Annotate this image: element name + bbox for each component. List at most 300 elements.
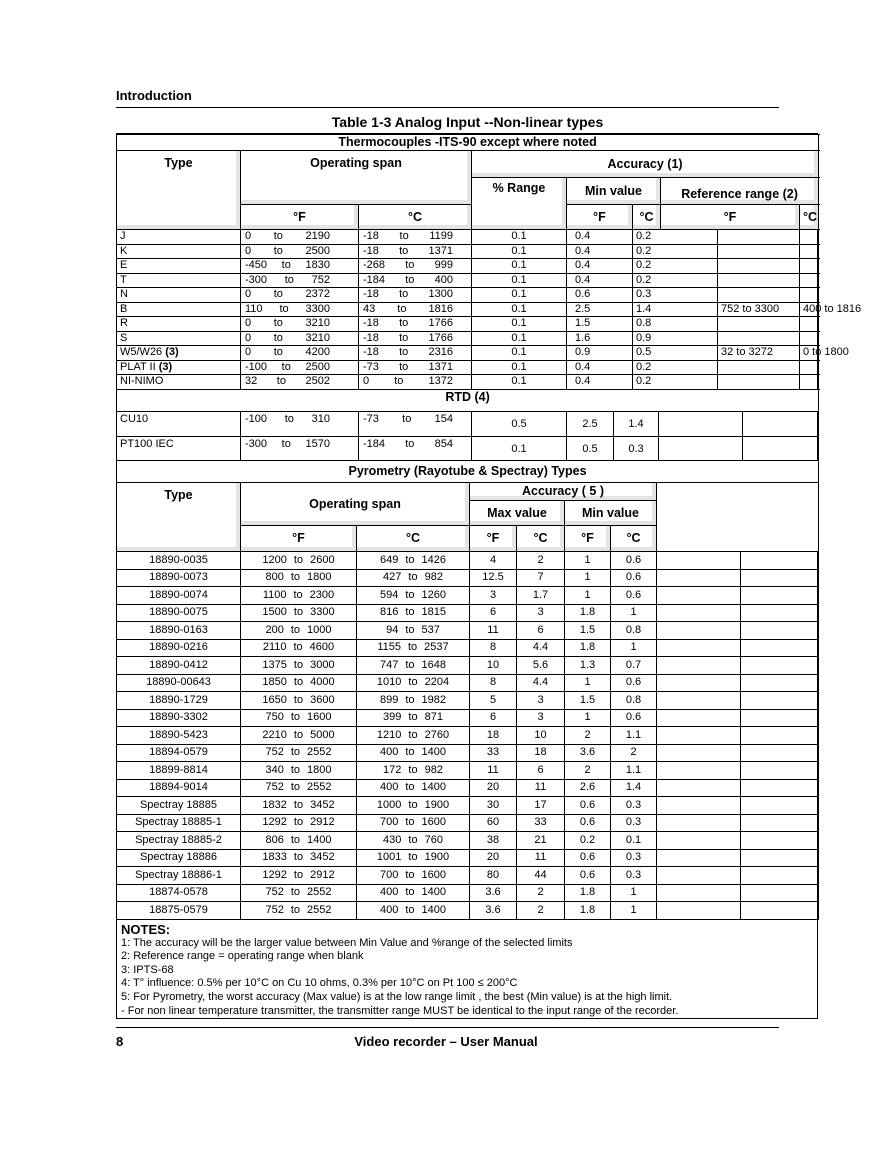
pyrometry-row <box>117 727 819 745</box>
span-c-cell-range <box>363 375 453 388</box>
min-c-cell: 0.2 <box>633 259 718 274</box>
range-to: to <box>408 571 418 584</box>
span-c-cell <box>359 331 472 346</box>
type-cell: 18890-0035 <box>117 552 241 570</box>
span-f-cell-range <box>245 413 330 426</box>
range-high: 1800 <box>307 571 332 584</box>
thermocouple-row <box>117 331 819 346</box>
min-f-cell: 0.9 <box>567 346 633 361</box>
type-note: (3) <box>165 346 179 359</box>
min-c-cell: 1.4 <box>614 412 659 437</box>
min-c-cell: 0.3 <box>611 814 657 832</box>
min-f-cell: 1 <box>565 709 611 727</box>
min-c-cell: 0.2 <box>633 360 718 375</box>
span-f-cell-range <box>245 303 330 316</box>
col-min-c-header: °C <box>633 205 661 230</box>
type-note: (3) <box>158 360 173 373</box>
span-c-cell <box>357 779 470 797</box>
min-c-cell: 0.8 <box>633 317 718 332</box>
blank-cell <box>657 902 741 920</box>
range-low: 430 <box>383 833 402 846</box>
max-f-cell: 11 <box>470 762 517 780</box>
span-f-cell <box>241 552 357 570</box>
range-to: to <box>273 288 283 301</box>
range-to: to <box>284 413 294 425</box>
range-to: to <box>293 588 303 601</box>
max-c-cell: 33 <box>517 814 565 832</box>
range-to: to <box>405 623 415 636</box>
span-f-cell <box>241 779 357 797</box>
min-c-cell: 0.2 <box>633 230 718 245</box>
min-f-cell: 0.6 <box>565 849 611 867</box>
range-low: 399 <box>383 711 402 724</box>
type-cell <box>117 302 241 317</box>
rtd-row <box>117 412 819 437</box>
blank-cell <box>657 832 741 850</box>
range-to: to <box>405 658 415 671</box>
max-f-cell: 5 <box>470 692 517 710</box>
pyrometry-row <box>117 639 819 657</box>
type-name: J <box>120 230 126 243</box>
range-to: to <box>408 676 418 689</box>
range-high: 2500 <box>305 244 330 257</box>
range-cell: 0.1 <box>472 317 567 332</box>
range-high: 2552 <box>307 781 332 794</box>
span-f-cell <box>241 902 357 920</box>
span-f-cell-range <box>245 245 330 258</box>
span-f-cell-range <box>245 346 330 359</box>
blank-cell <box>741 604 819 622</box>
col-span-header: Operating span <box>241 151 472 205</box>
range-to: to <box>293 868 304 881</box>
range-high: 1600 <box>307 711 332 724</box>
pyrometry-row <box>117 797 819 815</box>
range-low: 1650 <box>262 693 287 706</box>
ref-c-cell <box>800 288 819 303</box>
range-high: 2190 <box>305 230 330 243</box>
col-min-header: Min value <box>567 178 661 205</box>
blank-cell <box>657 569 741 587</box>
span-f-cell <box>241 884 357 902</box>
range-to: to <box>399 244 409 257</box>
range-low: -184 <box>363 273 386 286</box>
min-c-cell: 0.6 <box>611 569 657 587</box>
range-high: 2552 <box>307 746 332 759</box>
span-c-cell <box>357 762 470 780</box>
max-c-cell: 4.4 <box>517 639 565 657</box>
range-high: 2500 <box>305 360 330 373</box>
thermocouple-row <box>117 346 819 361</box>
range-high: 2372 <box>305 288 330 301</box>
span-c-cell-range <box>363 230 453 243</box>
pyro-col-span-header: Operating span <box>241 483 470 526</box>
span-f-cell-range <box>245 288 330 301</box>
pyrometry-row <box>117 692 819 710</box>
range-high: 982 <box>424 571 443 584</box>
range-low: 400 <box>379 903 399 916</box>
min-f-cell: 1 <box>565 569 611 587</box>
min-c-cell: 0.3 <box>614 437 659 462</box>
pyrometry-row <box>117 779 819 797</box>
rtd-table <box>116 389 819 462</box>
range-low: 43 <box>363 302 376 315</box>
range-low: 1292 <box>262 816 287 829</box>
range-low: 700 <box>379 868 399 881</box>
range-high: 2760 <box>424 728 450 741</box>
range-to: to <box>405 693 415 706</box>
span-f-cell <box>241 797 357 815</box>
notes-title: NOTES: <box>121 922 171 937</box>
footer-rule <box>116 1027 779 1028</box>
type-cell: 18890-00643 <box>117 674 241 692</box>
blank-cell <box>657 587 741 605</box>
range-low: -18 <box>363 346 379 359</box>
pyrometry-row <box>117 622 819 640</box>
blank-cell <box>741 762 819 780</box>
range-low: -100 <box>245 360 268 373</box>
range-to: to <box>405 886 415 899</box>
blank-cell <box>657 657 741 675</box>
ref-f-cell <box>718 317 800 332</box>
range-to: to <box>290 711 301 724</box>
max-c-cell: 4.4 <box>517 674 565 692</box>
rtd-band-title: RTD (4) <box>117 390 819 412</box>
min-c-cell: 1 <box>611 884 657 902</box>
blank-cell <box>741 587 819 605</box>
range-to: to <box>276 375 286 388</box>
span-c-cell-range <box>363 259 453 272</box>
thermocouple-row <box>117 259 819 274</box>
range-to: to <box>394 375 404 388</box>
min-f-cell: 1.5 <box>565 692 611 710</box>
min-f-cell: 2 <box>565 727 611 745</box>
type-cell <box>117 244 241 259</box>
range-cell: 0.1 <box>472 288 567 303</box>
type-cell: 18874-0578 <box>117 884 241 902</box>
blank-cell <box>741 727 819 745</box>
range-to: to <box>273 331 283 344</box>
min-c-cell: 0.6 <box>611 674 657 692</box>
range-to: to <box>405 606 415 619</box>
range-low: 1000 <box>376 798 402 811</box>
range-high: 1900 <box>424 851 450 864</box>
range-high: 3300 <box>310 606 335 619</box>
min-f-cell: 1.8 <box>565 884 611 902</box>
range-high: 1570 <box>305 438 330 450</box>
ref-c-cell <box>800 375 819 390</box>
range-high: 537 <box>421 623 440 636</box>
span-c-cell <box>357 814 470 832</box>
col-accuracy-header: Accuracy (1) <box>472 151 819 178</box>
header-rule <box>116 107 779 108</box>
span-f-cell <box>241 230 359 245</box>
pyro-col-blank-header <box>657 483 819 552</box>
range-high: 1400 <box>421 903 447 916</box>
span-f-cell <box>241 744 357 762</box>
min-c-cell: 0.2 <box>633 244 718 259</box>
range-to: to <box>273 230 283 243</box>
max-c-cell: 21 <box>517 832 565 850</box>
type-cell: Spectray 18885-2 <box>117 832 241 850</box>
min-c-cell: 0.6 <box>611 709 657 727</box>
min-f-cell: 2.5 <box>567 302 633 317</box>
range-to: to <box>399 346 409 359</box>
span-c-cell <box>359 346 472 361</box>
max-c-cell: 6 <box>517 762 565 780</box>
col-ref-header: Reference range (2) <box>661 178 819 205</box>
type-cell: 18875-0579 <box>117 902 241 920</box>
range-low: 1832 <box>262 798 287 811</box>
range-low: 32 <box>245 375 258 388</box>
range-high: 1648 <box>421 658 447 671</box>
range-cell: 0.1 <box>472 437 567 462</box>
blank-cell <box>657 762 741 780</box>
min-c-cell: 1.4 <box>633 302 718 317</box>
min-c-cell: 0.2 <box>633 273 718 288</box>
range-low: 340 <box>265 763 284 776</box>
range-low: 752 <box>265 903 284 916</box>
range-low: 747 <box>379 658 399 671</box>
ref-f-cell <box>718 273 800 288</box>
range-to: to <box>293 693 304 706</box>
range-to: to <box>408 833 418 846</box>
blank-cell <box>657 744 741 762</box>
range-high: 1816 <box>428 302 453 315</box>
range-to: to <box>293 816 304 829</box>
min-c-cell: 0.3 <box>611 849 657 867</box>
min-c-cell: 1.4 <box>611 779 657 797</box>
range-high: 2502 <box>305 375 330 388</box>
pyro-col-max-f-header: °F <box>470 526 517 552</box>
range-high: 3600 <box>310 693 335 706</box>
type-name: NI-NIMO <box>120 375 164 388</box>
range-to: to <box>293 641 303 654</box>
pyrometry-row <box>117 604 819 622</box>
range-low: 816 <box>379 606 399 619</box>
range-low: -18 <box>363 331 379 344</box>
blank-cell <box>657 692 741 710</box>
pyro-col-min-header: Min value <box>565 501 657 526</box>
max-c-cell: 18 <box>517 744 565 762</box>
range-to: to <box>290 623 301 636</box>
min-f-cell: 1.8 <box>565 902 611 920</box>
span-c-cell <box>359 302 472 317</box>
min-c-cell: 0.3 <box>611 797 657 815</box>
span-f-cell <box>241 587 357 605</box>
range-cell: 0.1 <box>472 230 567 245</box>
pyro-col-min-f-header: °F <box>565 526 611 552</box>
ref-c-cell: 400 to 1816 <box>800 302 819 317</box>
range-low: -73 <box>363 360 379 373</box>
range-cell: 0.1 <box>472 375 567 390</box>
span-f-cell <box>241 302 359 317</box>
range-to: to <box>281 360 291 373</box>
pyrometry-row <box>117 849 819 867</box>
span-c-cell-range <box>363 361 453 374</box>
range-high: 2912 <box>310 816 335 829</box>
range-high: 4000 <box>310 676 335 689</box>
range-to: to <box>405 781 415 794</box>
range-low: 750 <box>265 711 284 724</box>
type-cell: Spectray 18885 <box>117 797 241 815</box>
range-to: to <box>405 746 415 759</box>
range-low: -450 <box>245 259 268 272</box>
thermo-band-title: Thermocouples -ITS-90 except where noted <box>117 135 819 151</box>
range-high: 2204 <box>424 676 450 689</box>
pyrometry-row <box>117 587 819 605</box>
range-to: to <box>407 641 418 654</box>
span-f-cell-range <box>245 317 330 330</box>
range-high: 871 <box>424 711 443 724</box>
range-to: to <box>281 438 291 450</box>
range-to: to <box>408 711 418 724</box>
range-low: 899 <box>379 693 399 706</box>
rtd-band-row <box>117 390 819 412</box>
span-f-cell <box>241 622 357 640</box>
note-line-2: 2: Reference range = operating range when blank <box>121 950 364 963</box>
span-c-cell <box>359 317 472 332</box>
range-high: 1400 <box>307 833 332 846</box>
range-to: to <box>293 606 304 619</box>
thermocouple-row <box>117 244 819 259</box>
min-f-cell: 0.5 <box>567 437 614 462</box>
range-low: 752 <box>265 886 284 899</box>
range-high: 2600 <box>310 553 335 566</box>
thermo-header-row-1 <box>117 151 819 178</box>
min-c-cell: 0.7 <box>611 657 657 675</box>
range-high: 760 <box>424 833 443 846</box>
pyrometry-row <box>117 552 819 570</box>
range-to: to <box>408 798 418 811</box>
max-f-cell: 33 <box>470 744 517 762</box>
range-to: to <box>405 438 415 450</box>
min-f-cell: 1.5 <box>567 317 633 332</box>
range-high: 310 <box>311 413 330 425</box>
min-f-cell: 1.6 <box>567 331 633 346</box>
pyrometry-row <box>117 884 819 902</box>
min-f-cell: 2 <box>565 762 611 780</box>
pyrometry-row <box>117 709 819 727</box>
range-to: to <box>408 728 418 741</box>
range-high: 854 <box>434 438 453 450</box>
note-line-5: 5: For Pyrometry, the worst accuracy (Max value) is at the low range limit , the best (Min value) is at the high limit. <box>121 990 673 1003</box>
range-low: 400 <box>379 886 399 899</box>
range-low: -18 <box>363 244 379 257</box>
max-c-cell: 6 <box>517 622 565 640</box>
type-cell: CU10 <box>117 412 241 437</box>
range-cell: 0.1 <box>472 244 567 259</box>
type-cell: 18890-0216 <box>117 639 241 657</box>
span-c-cell-range <box>363 274 453 287</box>
blank-cell <box>741 744 819 762</box>
range-low: 1292 <box>262 868 287 881</box>
range-to: to <box>290 781 301 794</box>
span-f-cell <box>241 244 359 259</box>
min-f-cell: 2.5 <box>567 412 614 437</box>
min-c-cell: 0.5 <box>633 346 718 361</box>
span-f-cell <box>241 709 357 727</box>
type-cell <box>117 288 241 303</box>
max-f-cell: 8 <box>470 674 517 692</box>
range-high: 1800 <box>307 763 332 776</box>
col-ref-f-header: °F <box>661 205 800 230</box>
span-c-cell <box>357 867 470 885</box>
span-c-cell <box>359 244 472 259</box>
range-low: 94 <box>386 623 399 636</box>
max-f-cell: 4 <box>470 552 517 570</box>
range-low: 200 <box>265 623 284 636</box>
range-low: 2210 <box>262 728 287 741</box>
range-to: to <box>284 273 294 286</box>
range-low: 0 <box>245 244 252 257</box>
range-low: -18 <box>363 230 379 243</box>
min-f-cell: 1.3 <box>565 657 611 675</box>
range-low: 1210 <box>376 728 402 741</box>
type-cell <box>117 346 241 361</box>
max-f-cell: 6 <box>470 604 517 622</box>
max-f-cell: 38 <box>470 832 517 850</box>
pyrometry-table <box>116 460 819 920</box>
max-c-cell: 7 <box>517 569 565 587</box>
type-cell: 18890-0412 <box>117 657 241 675</box>
col-span-f-header: °F <box>241 205 359 230</box>
ref-f-cell <box>718 288 800 303</box>
min-f-cell: 1.5 <box>565 622 611 640</box>
blank-cell <box>657 639 741 657</box>
span-f-cell <box>241 867 357 885</box>
range-to: to <box>399 230 409 243</box>
pyrometry-row <box>117 744 819 762</box>
range-to: to <box>293 676 304 689</box>
rtd-row <box>117 437 819 462</box>
range-to: to <box>293 553 304 566</box>
range-to: to <box>399 317 409 330</box>
span-c-cell <box>357 674 470 692</box>
max-c-cell: 10 <box>517 727 565 745</box>
blank-cell <box>741 692 819 710</box>
max-f-cell: 18 <box>470 727 517 745</box>
range-cell: 0.1 <box>472 331 567 346</box>
range-low: 427 <box>383 571 402 584</box>
thermocouple-row <box>117 230 819 245</box>
span-c-cell <box>357 569 470 587</box>
type-cell: 18890-0074 <box>117 587 241 605</box>
thermocouple-row <box>117 302 819 317</box>
range-to: to <box>405 588 415 601</box>
range-high: 5000 <box>310 728 335 741</box>
min-c-cell: 1.1 <box>611 762 657 780</box>
range-low: 1833 <box>262 851 287 864</box>
range-high: 2316 <box>428 346 453 359</box>
span-f-cell-range <box>245 259 330 272</box>
span-c-cell <box>359 230 472 245</box>
range-high: 1371 <box>428 244 453 257</box>
ref-f-cell <box>718 375 800 390</box>
blank-cell <box>741 884 819 902</box>
type-name: N <box>120 288 128 301</box>
span-c-cell <box>359 288 472 303</box>
max-c-cell: 17 <box>517 797 565 815</box>
min-c-cell: 0.1 <box>611 832 657 850</box>
type-cell: 18890-5423 <box>117 727 241 745</box>
max-f-cell: 12.5 <box>470 569 517 587</box>
span-f-cell <box>241 288 359 303</box>
range-low: 1850 <box>262 676 287 689</box>
range-cell: 0.1 <box>472 360 567 375</box>
span-f-cell-range <box>245 375 330 388</box>
pyrometry-row <box>117 832 819 850</box>
max-c-cell: 44 <box>517 867 565 885</box>
